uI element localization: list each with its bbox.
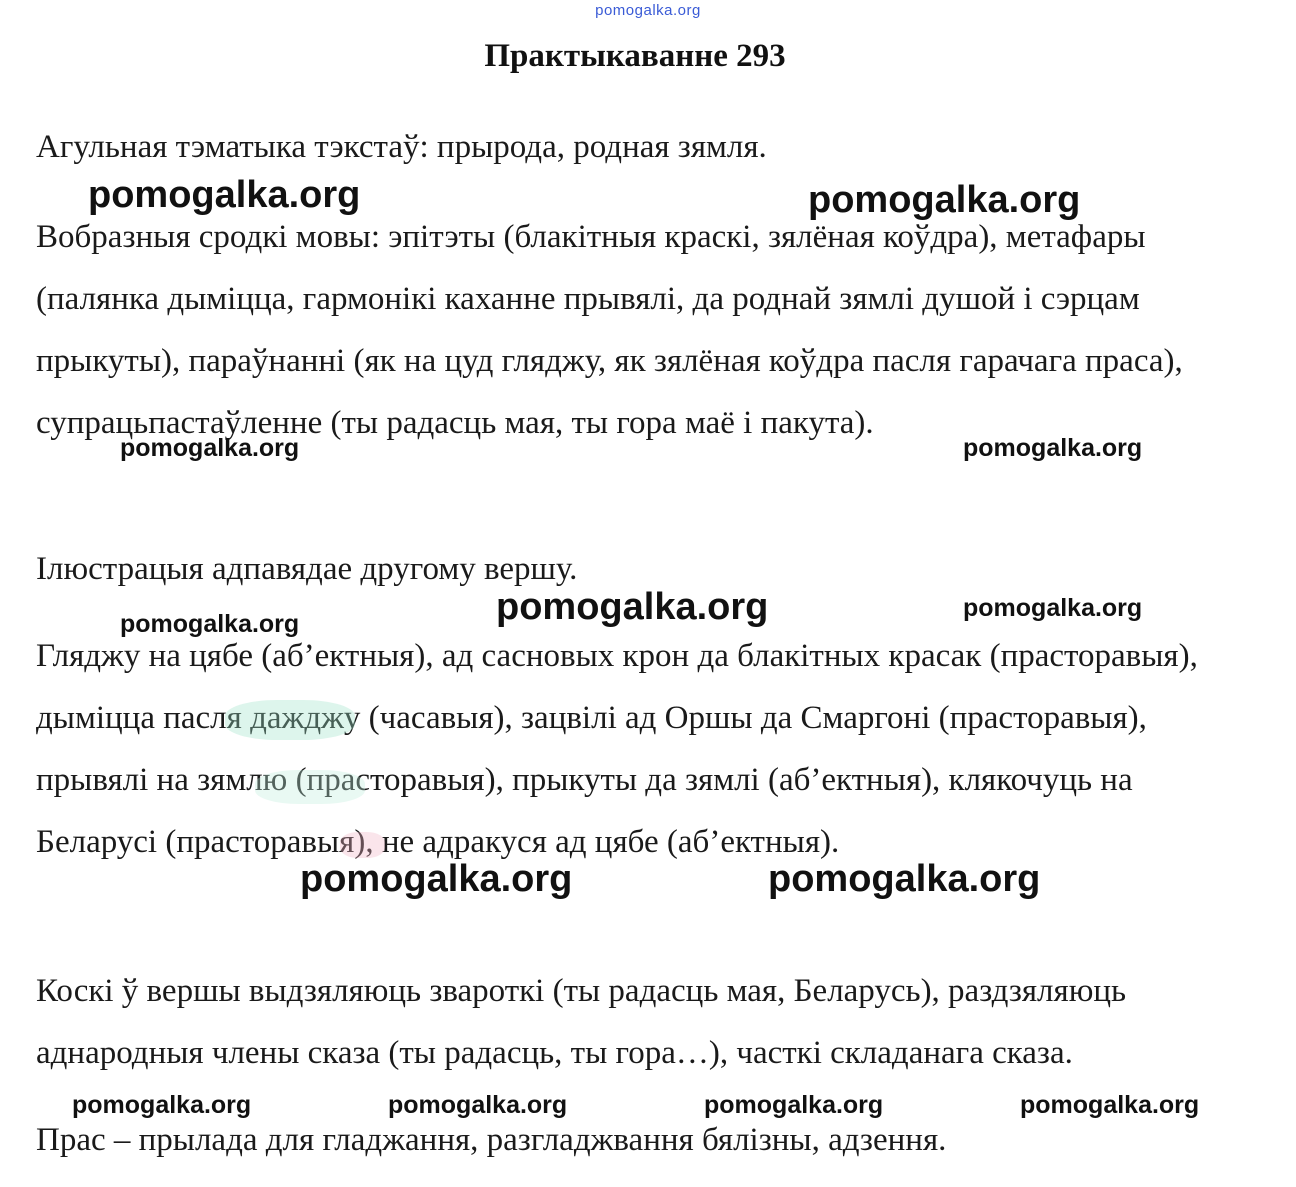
paragraph-topic: Агульная тэматыка тэкстаў: прырода, родная зямля. <box>36 129 767 165</box>
watermark: pomogalka.org <box>388 1091 568 1119</box>
watermark: pomogalka.org <box>963 594 1143 622</box>
watermark: pomogalka.org <box>1020 1091 1200 1119</box>
paragraph-figurative-means: Вобразныя сродкі мовы: эпітэты (блакітныя краскі, зялёная коўдра), метафары (палянка дыміцца, гармонікі каханне прывялі, да роднай зямлі душой і сэрцам прыкуты), параўнанні (як на цуд гляджу, як зялёная коўдра пасля гарачага праса), супрацьпастаўленне (ты радасць мая, ты гора маё і пакута). <box>36 219 1183 441</box>
watermark: pomogalka.org <box>704 1091 884 1119</box>
watermark: pomogalka.org <box>808 179 1081 221</box>
paragraph-illustration: Ілюстрацыя адпавядае другому вершу. <box>36 551 578 587</box>
watermark: pomogalka.org <box>300 858 573 900</box>
watermark: pomogalka.org <box>72 1091 252 1119</box>
watermark: pomogalka.org <box>963 434 1143 462</box>
watermark: pomogalka.org <box>120 434 300 462</box>
page-title: Практыкаванне 293 <box>484 38 786 74</box>
paragraph-iron-definition: Прас – прылада для гладжання, разгладжвання бялізны, адзення. <box>36 1122 947 1158</box>
site-link[interactable]: pomogalka.org <box>595 2 701 19</box>
watermark: pomogalka.org <box>496 586 769 628</box>
watermark: pomogalka.org <box>120 610 300 638</box>
paragraph-word-links: Гляджу на цябе (аб’ектныя), ад сасновых крон да блакітных красак (прасторавыя), дыміцца пасля дажджу (часавыя), зацвілі ад Оршы да Смаргоні (прасторавыя), прывялі на зямлю (прасторавыя), прыкуты да зямлі (аб’ектныя), клякочуць на Беларусі (прасторавыя), не адракуся ад цябе (аб’ектныя). <box>36 638 1198 860</box>
watermark: pomogalka.org <box>768 858 1041 900</box>
paragraph-commas: Коскі ў вершы выдзяляюць звароткі (ты радасць мая, Беларусь), раздзяляюць аднародныя члены сказа (ты радасць, ты гора…), часткі складанага сказа. <box>36 973 1127 1071</box>
watermark: pomogalka.org <box>88 174 361 216</box>
